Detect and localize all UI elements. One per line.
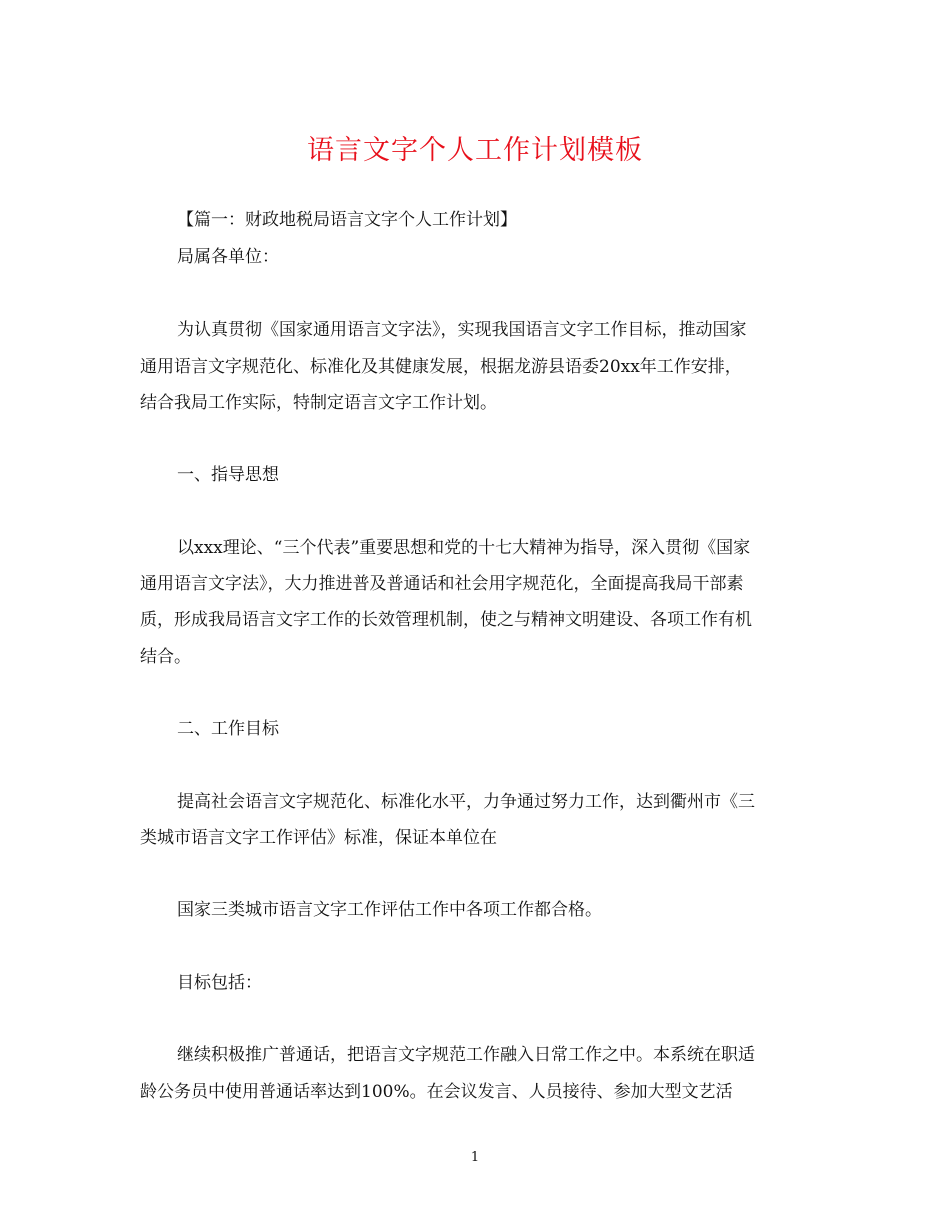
guiding-line-1: 以xxx理论、“三个代表”重要思想和党的十七大精神为指导，深入贯彻《国家 — [177, 538, 751, 558]
goal-item-line-2: 龄公务员中使用普通话率达到100%。在会议发言、人员接待、参加大型文艺活 — [140, 1082, 733, 1102]
work-goal-line-2: 类城市语言文字工作评估》标准，保证本单位在 — [140, 828, 497, 848]
guiding-line-4: 结合。 — [140, 647, 191, 667]
guiding-line-2: 通用语言文字法》，大力推进普及普通话和社会用字规范化，全面提高我局干部素 — [140, 574, 744, 594]
heading-guiding-ideology: 一、指导思想 — [177, 465, 279, 485]
work-goal-continued: 国家三类城市语言文字工作评估工作中各项工作都合格。 — [177, 900, 602, 920]
guiding-line-3: 质，形成我局语言文字工作的长效管理机制，使之与精神文明建设、各项工作有机 — [140, 610, 752, 630]
page-number: 1 — [470, 1150, 480, 1165]
document-title: 语言文字个人工作计划模板 — [307, 135, 643, 166]
intro-line-2: 通用语言文字规范化、标准化及其健康发展，根据龙游县语委20xx年工作安排， — [140, 357, 742, 377]
intro-line-3: 结合我局工作实际，特制定语言文字工作计划。 — [140, 393, 497, 413]
work-goal-line-1: 提高社会语言文字规范化、标准化水平，力争通过努力工作，达到衢州市《三 — [177, 792, 755, 812]
section-heading: 【篇一：财政地税局语言文字个人工作计划】 — [177, 210, 517, 230]
salutation: 局属各单位： — [177, 247, 279, 267]
goals-include-label: 目标包括： — [177, 973, 262, 993]
intro-line-1: 为认真贯彻《国家通用语言文字法》，实现我国语言文字工作目标，推动国家 — [177, 320, 747, 340]
goal-item-line-1: 继续积极推广普通话，把语言文字规范工作融入日常工作之中。本系统在职适 — [177, 1045, 755, 1065]
heading-work-goal: 二、工作目标 — [177, 719, 279, 739]
